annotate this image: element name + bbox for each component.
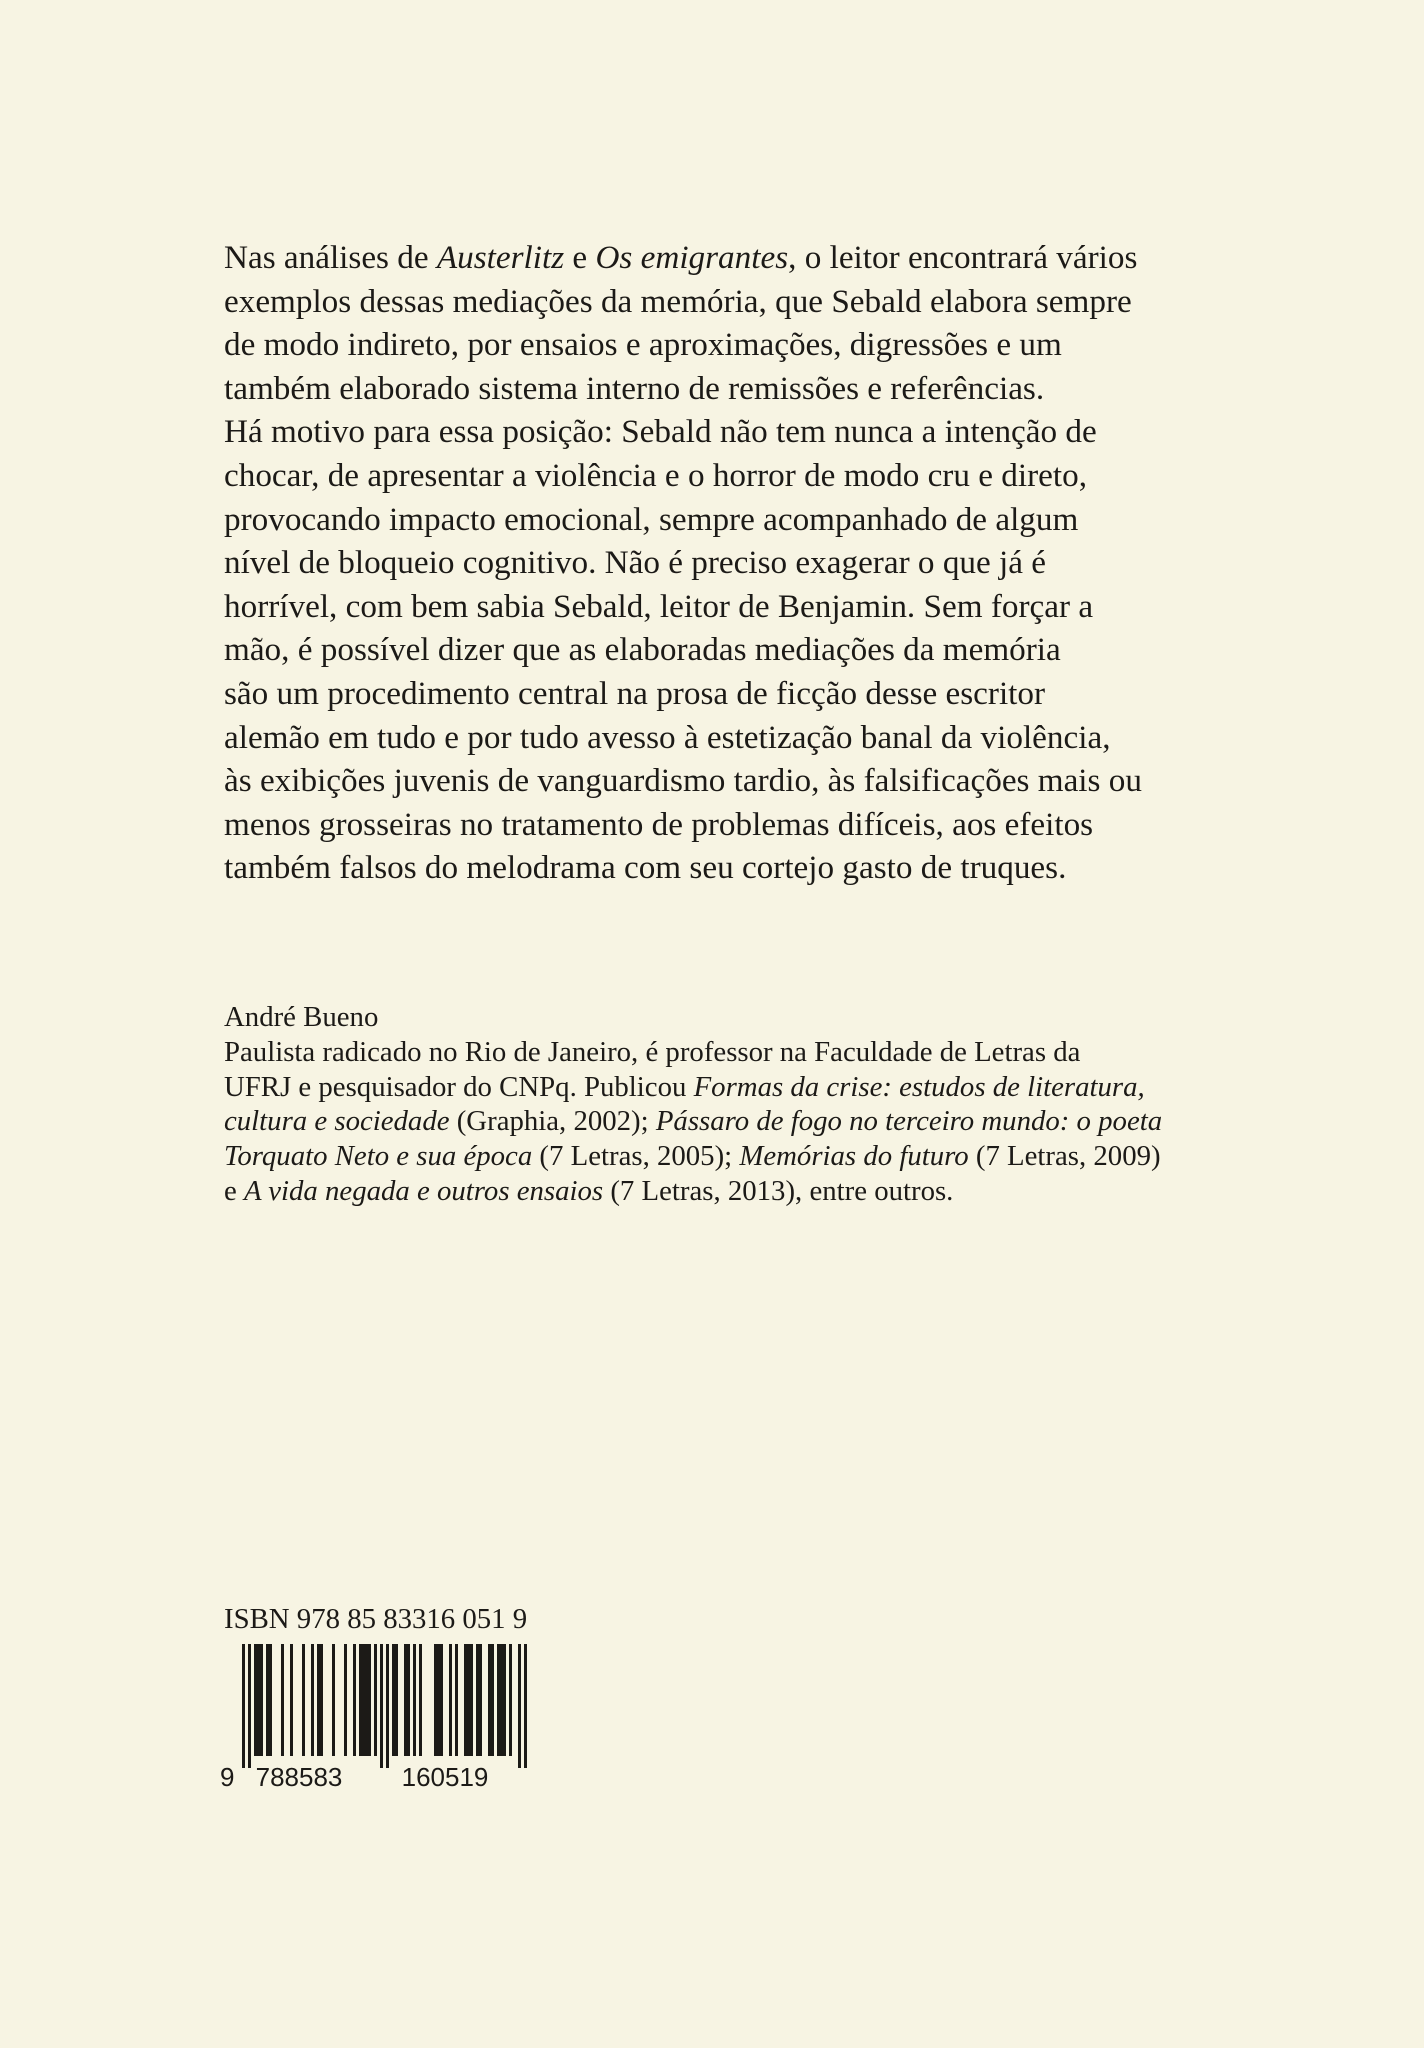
barcode-right-digits: 160519: [401, 1762, 489, 1788]
barcode-bar: [266, 1644, 269, 1756]
barcode-bars: [242, 1644, 527, 1768]
barcode-bar: [488, 1644, 491, 1756]
barcode-bar: [419, 1644, 422, 1756]
barcode-guard-bar: [380, 1644, 383, 1768]
synopsis-line: chocar, de apresentar a violência e o horror de modo cru e direto,: [224, 456, 1087, 494]
bio-line: Paulista radicado no Rio de Janeiro, é professor na Faculdade de Letras da: [224, 1035, 1081, 1068]
barcode-bar: [353, 1644, 356, 1756]
barcode-bar: [413, 1644, 416, 1756]
synopsis-line: são um procedimento central na prosa de ficção desse escritor: [224, 674, 1046, 712]
barcode-bar: [392, 1644, 395, 1756]
synopsis-line: menos grosseiras no tratamento de problemas difíceis, aos efeitos: [224, 805, 1094, 843]
isbn-barcode: [218, 1640, 548, 1788]
barcode-bar: [302, 1644, 305, 1756]
synopsis-line: horrível, com bem sabia Sebald, leitor de Benjamin. Sem forçar a: [224, 587, 1094, 625]
barcode-bar: [281, 1644, 284, 1756]
barcode-guard-bar: [386, 1644, 389, 1768]
synopsis-line: Nas análises de Austerlitz e Os emigrantes, o leitor encontrará vários: [224, 239, 1138, 276]
synopsis-line: Há motivo para essa posição: Sebald não tem nunca a intenção de: [224, 413, 1097, 451]
barcode-bar: [491, 1644, 494, 1756]
barcode-bar: [455, 1644, 458, 1756]
barcode-bar: [332, 1644, 335, 1756]
barcode-guard-bar: [524, 1644, 527, 1768]
synopsis-line: também elaborado sistema interno de remissões e referências.: [224, 369, 1045, 407]
barcode-bar: [320, 1644, 323, 1756]
barcode-bar: [497, 1644, 500, 1756]
barcode-bar: [368, 1644, 371, 1756]
barcode-bar: [464, 1644, 467, 1756]
barcode-bar: [509, 1644, 512, 1756]
barcode-bar: [362, 1644, 365, 1756]
barcode-bar: [359, 1644, 362, 1756]
barcode-bar: [440, 1644, 443, 1756]
author-bio: [224, 1000, 1224, 1209]
isbn-label: ISBN 978 85 83316 051 9: [224, 1603, 528, 1635]
synopsis-line: exemplos dessas mediações da memória, que Sebald elabora sempre: [224, 282, 1132, 320]
barcode-left-digits: 788583: [255, 1762, 343, 1788]
barcode-guard-bar: [242, 1644, 245, 1768]
synopsis-line: provocando impacto emocional, sempre acompanhado de algum: [224, 500, 1079, 538]
synopsis-text: [224, 236, 1234, 890]
barcode-bar: [434, 1644, 437, 1756]
barcode-bar: [317, 1644, 320, 1756]
synopsis-line: de modo indireto, por ensaios e aproximações, digressões e um: [224, 326, 1062, 364]
barcode-bar: [449, 1644, 452, 1756]
barcode-bar: [467, 1644, 470, 1756]
barcode-bar: [344, 1644, 347, 1756]
barcode-bar: [290, 1644, 293, 1756]
barcode-first-digit: 9: [220, 1762, 235, 1788]
barcode-bar: [257, 1644, 260, 1756]
barcode-bar: [500, 1644, 503, 1756]
synopsis-line: nível de bloqueio cognitivo. Não é preciso exagerar o que já é: [224, 544, 1047, 582]
barcode-bar: [254, 1644, 257, 1756]
bio-line: e A vida negada e outros ensaios (7 Letras, 2013), entre outros.: [224, 1174, 954, 1207]
barcode-bar: [404, 1644, 407, 1756]
author-name: André Bueno: [224, 1001, 379, 1033]
synopsis-line: também falsos do melodrama com seu cortejo gasto de truques.: [224, 849, 1067, 887]
barcode-bar: [374, 1644, 377, 1756]
bio-line: Torquato Neto e sua época (7 Letras, 2005); Memórias do futuro (7 Letras, 2009): [224, 1140, 1161, 1173]
bio-line: UFRJ e pesquisador do CNPq. Publicou Formas da crise: estudos de literatura,: [224, 1070, 1145, 1103]
bio-line: cultura e sociedade (Graphia, 2002); Pássaro de fogo no terceiro mundo: o poeta: [224, 1105, 1163, 1138]
barcode-bar: [260, 1644, 263, 1756]
synopsis-line: alemão em tudo e por tudo avesso à estetização banal da violência,: [224, 718, 1111, 756]
barcode-bar: [476, 1644, 479, 1756]
barcode-bar: [503, 1644, 506, 1756]
synopsis-line: às exibições juvenis de vanguardismo tardio, às falsificações mais ou: [224, 762, 1142, 800]
barcode-bar: [407, 1644, 410, 1756]
barcode-bar: [479, 1644, 482, 1756]
synopsis-line: mão, é possível dizer que as elaboradas mediações da memória: [224, 631, 1061, 669]
barcode-guard-bar: [248, 1644, 251, 1768]
barcode-bar: [311, 1644, 314, 1756]
barcode-bar: [269, 1644, 272, 1756]
barcode-bar: [365, 1644, 368, 1756]
barcode-guard-bar: [518, 1644, 521, 1768]
barcode-bar: [437, 1644, 440, 1756]
barcode-bar: [470, 1644, 473, 1756]
barcode-bar: [395, 1644, 398, 1756]
